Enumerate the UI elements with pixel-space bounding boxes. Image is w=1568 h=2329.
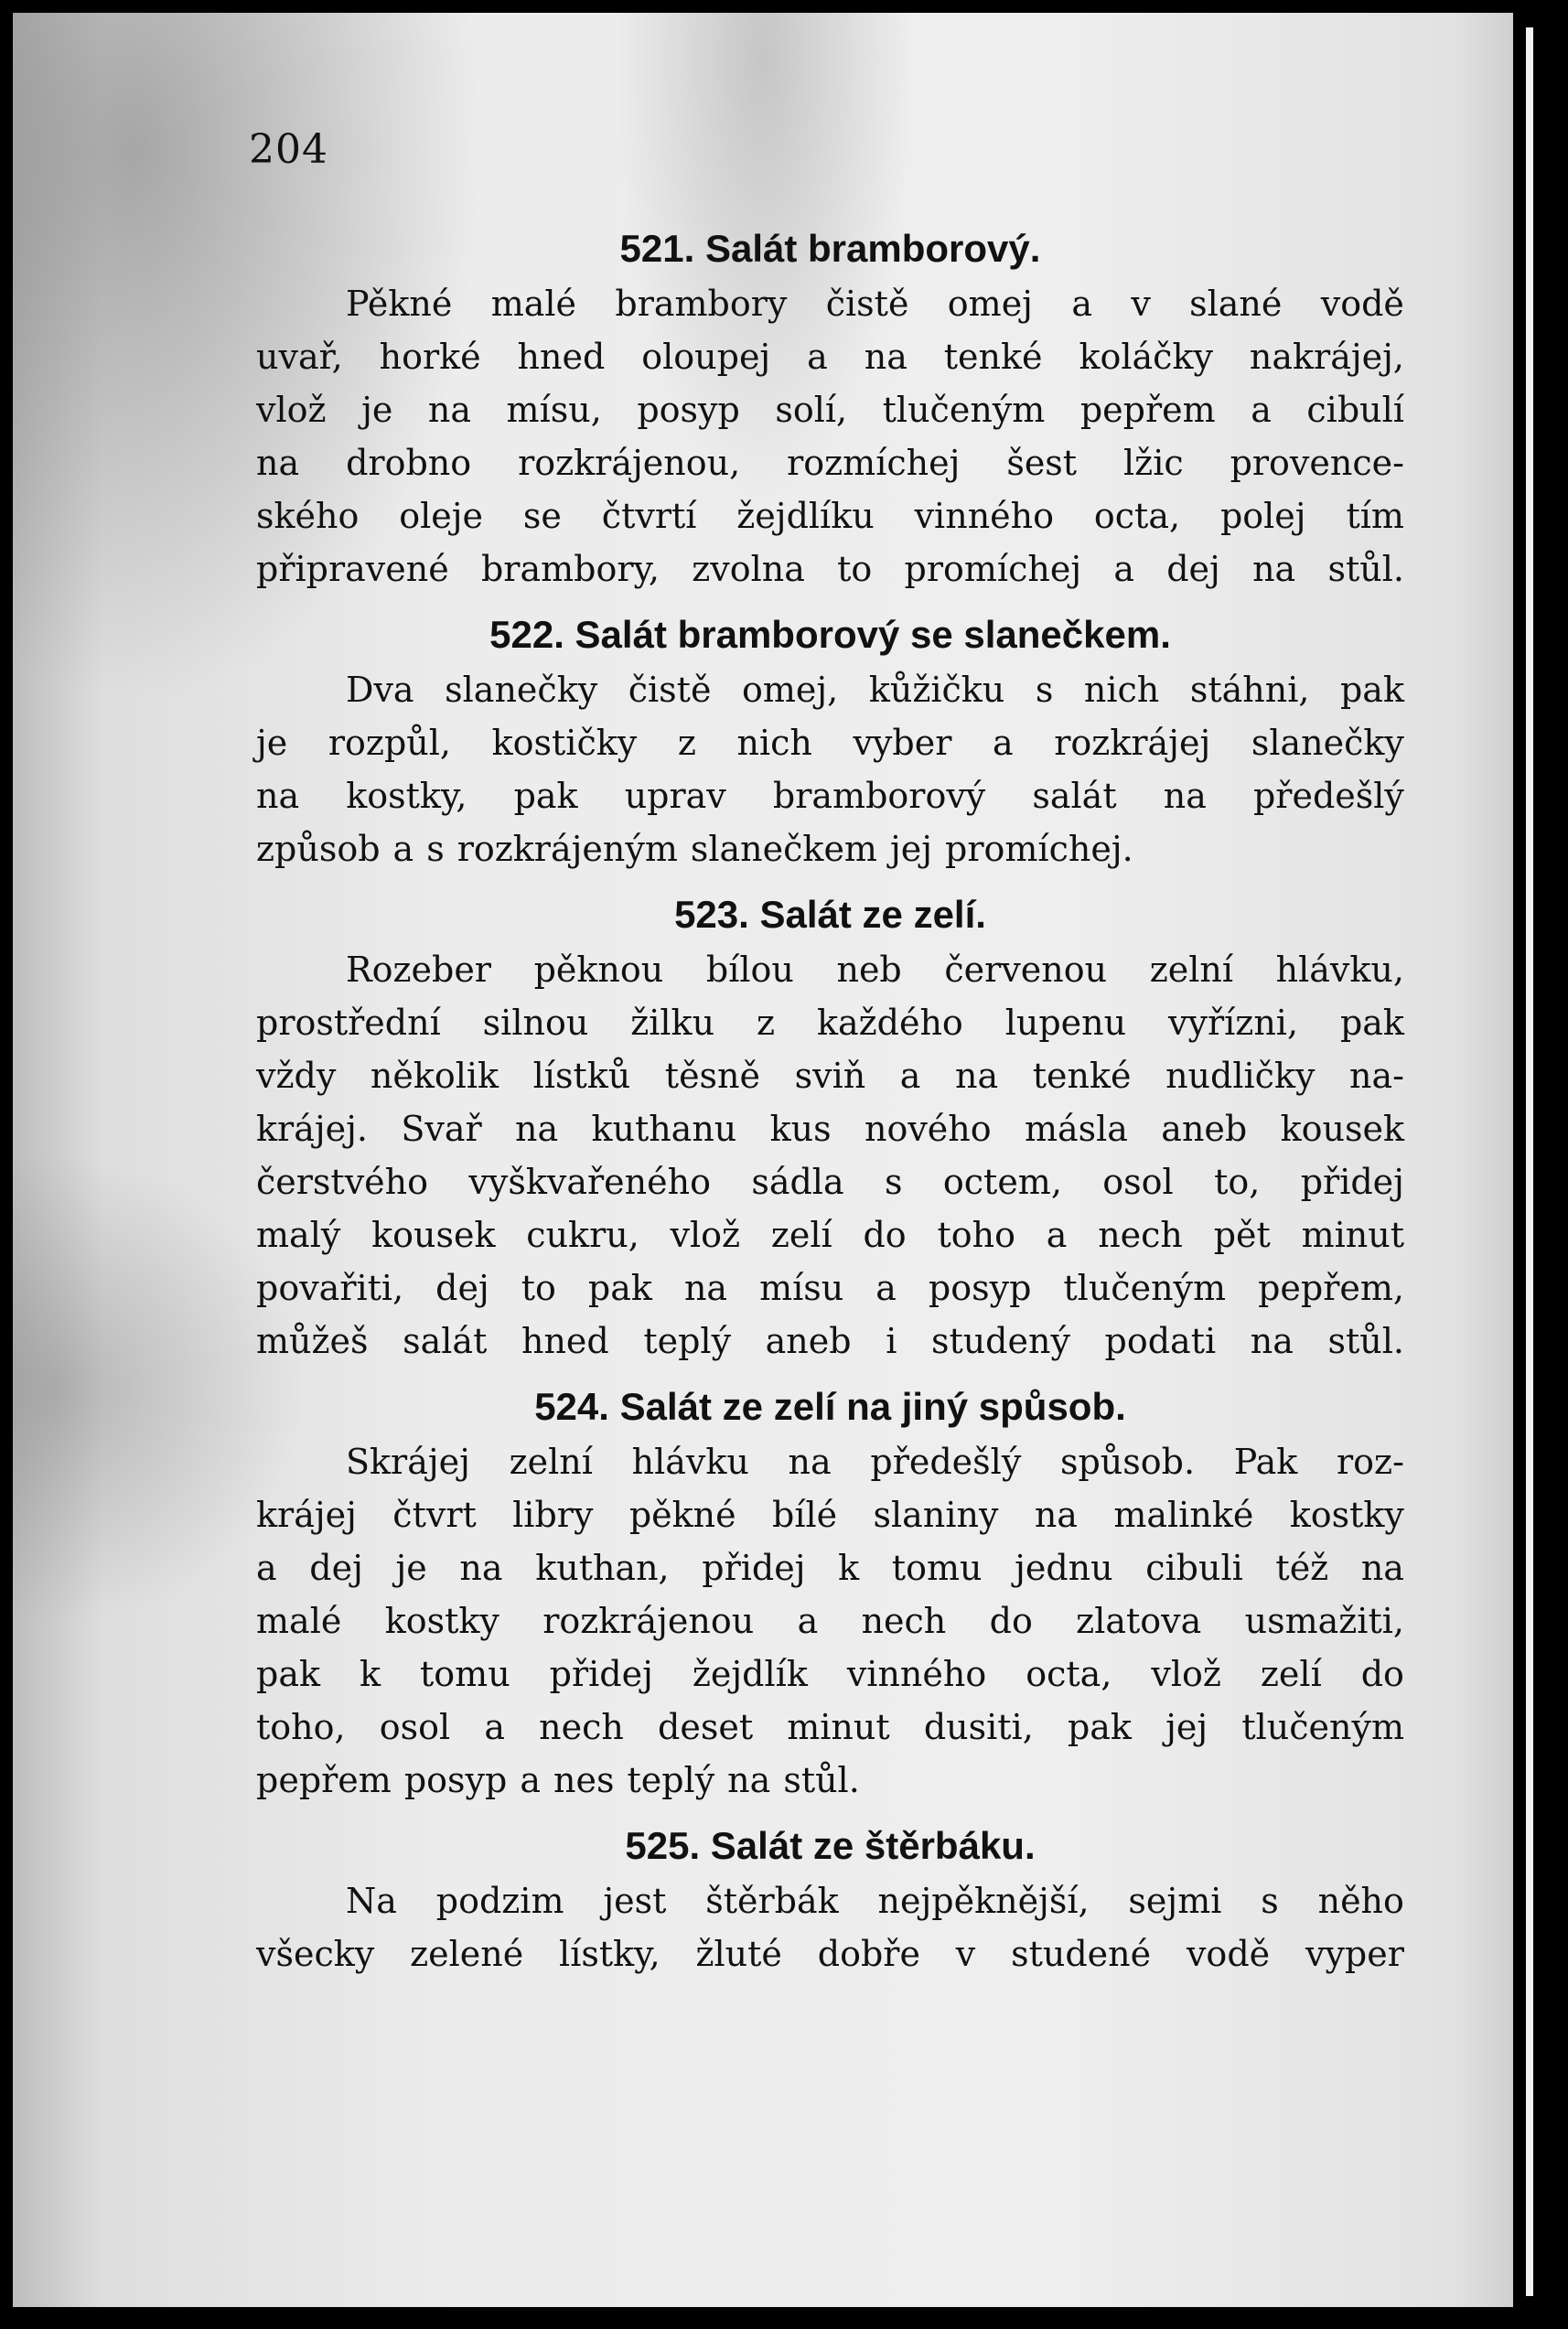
text-line <box>256 769 1404 822</box>
word: promíchej. <box>945 829 1133 869</box>
word: tenké <box>1032 1056 1132 1096</box>
word: omej <box>947 284 1033 324</box>
recipe-title: Salát bramborový. <box>704 227 1041 270</box>
word: octa, <box>1093 496 1181 536</box>
word: posyp <box>637 390 740 430</box>
word: slanečky <box>445 670 598 710</box>
text-line <box>256 1261 1404 1315</box>
recipe-text <box>256 277 1404 596</box>
word: nich <box>736 723 812 763</box>
word: osol <box>379 1707 451 1747</box>
word: přidej <box>702 1548 806 1588</box>
word: slané <box>1189 284 1283 324</box>
recipe-number: 521. <box>619 227 695 270</box>
recipe-number: 523. <box>674 893 749 936</box>
word: na <box>514 1109 559 1149</box>
word: z <box>677 723 696 763</box>
word: hlávku, <box>1275 950 1404 990</box>
word: a <box>875 1268 897 1308</box>
word: čtvrtí <box>601 496 697 536</box>
word: Pěkné <box>346 284 453 324</box>
word: a <box>520 1760 541 1800</box>
word: dej <box>1166 549 1220 589</box>
word: nich <box>1083 670 1160 710</box>
word: tlučeným <box>1063 1268 1227 1308</box>
text-line <box>256 1315 1404 1368</box>
word: salát <box>1032 776 1117 816</box>
word: na- <box>1349 1056 1404 1096</box>
word: rozkrájeným <box>456 829 678 869</box>
word: libry <box>512 1495 594 1535</box>
word: přidej <box>549 1654 653 1694</box>
word: drobno <box>346 443 472 483</box>
word: jej <box>1165 1707 1208 1747</box>
word: aneb <box>765 1321 852 1361</box>
word: tomu <box>891 1548 983 1588</box>
word: stáhni, <box>1189 670 1310 710</box>
word: rozmíchej <box>787 443 961 483</box>
word: na <box>1250 1321 1294 1361</box>
word: jej <box>889 829 933 869</box>
word: na <box>788 1442 832 1482</box>
word: Skrájej <box>346 1442 470 1482</box>
word: oleje <box>399 496 484 536</box>
word: tlučeným <box>882 390 1046 430</box>
word: krájej <box>256 1495 357 1535</box>
word: pak <box>1339 1003 1404 1043</box>
text-line <box>256 330 1404 383</box>
word: bílou <box>705 950 794 990</box>
recipe-title: Salát bramborový se slanečkem. <box>575 613 1171 656</box>
word: provence- <box>1230 443 1404 483</box>
recipe-525 <box>256 1821 1404 1980</box>
text-line <box>256 996 1404 1049</box>
word: pepřem, <box>1258 1268 1404 1308</box>
word: sviň <box>794 1056 866 1096</box>
word: dobře <box>817 1934 920 1974</box>
word: pak <box>1067 1707 1132 1747</box>
word: osol <box>1102 1162 1174 1202</box>
word: promíchej <box>904 549 1082 589</box>
recipe-number: 522. <box>489 613 564 656</box>
word: vlož <box>670 1215 741 1255</box>
word: jednu <box>1015 1548 1113 1588</box>
text-line <box>256 1754 1404 1807</box>
recipe-heading <box>256 890 1404 939</box>
word: solí, <box>775 390 848 430</box>
word: a <box>392 829 414 869</box>
word: Rozeber <box>346 950 491 990</box>
word: silnou <box>482 1003 589 1043</box>
recipe-heading <box>256 1382 1404 1432</box>
word: másla <box>1024 1109 1128 1149</box>
word: oloupej <box>641 337 771 377</box>
recipe-heading <box>256 224 1404 274</box>
word: je <box>395 1548 427 1588</box>
word: studený <box>930 1321 1070 1361</box>
word: do <box>1360 1654 1404 1694</box>
word: Pak <box>1233 1442 1298 1482</box>
word: posyp <box>403 1760 508 1800</box>
word: vinného <box>846 1654 987 1694</box>
word: žejdlík <box>692 1654 808 1694</box>
word: podzim <box>435 1881 564 1921</box>
word: hned <box>517 337 606 377</box>
page-edge <box>1526 27 1533 2296</box>
word: na <box>683 1268 728 1308</box>
word: kůžičku <box>868 670 1005 710</box>
word: horké <box>379 337 481 377</box>
word: pět <box>1213 1215 1271 1255</box>
word: žejdlíku <box>736 496 875 536</box>
word: štěrbák <box>705 1881 839 1921</box>
word: lístky, <box>559 1934 660 1974</box>
word: nes <box>553 1760 615 1800</box>
word: sádla <box>751 1162 844 1202</box>
text-line <box>256 436 1404 489</box>
word: slanečky <box>1251 723 1404 763</box>
recipe-text <box>256 1435 1404 1807</box>
word: kus <box>769 1109 832 1149</box>
word: a <box>484 1707 505 1747</box>
word: bramborový <box>772 776 986 816</box>
word: vinného <box>914 496 1055 536</box>
word: uprav <box>624 776 726 816</box>
word: vyškvařeného <box>468 1162 711 1202</box>
word: vodě <box>1320 284 1404 324</box>
word: s <box>1035 670 1054 710</box>
word: na <box>1163 776 1207 816</box>
recipe-523 <box>256 890 1404 1368</box>
word: zlatova <box>1076 1601 1202 1641</box>
word: kostky, <box>346 776 467 816</box>
word: to <box>837 549 873 589</box>
word: octa, <box>1026 1654 1112 1694</box>
word: a <box>1251 390 1272 430</box>
word: nakrájej, <box>1249 337 1404 377</box>
recipe-524 <box>256 1382 1404 1807</box>
word: těsně <box>664 1056 761 1096</box>
word: každého <box>816 1003 963 1043</box>
word: je <box>361 390 393 430</box>
word: do <box>989 1601 1033 1641</box>
recipe-heading <box>256 1821 1404 1871</box>
word: na <box>727 1760 771 1800</box>
word: tlučeným <box>1241 1707 1404 1747</box>
word: lístků <box>532 1056 631 1096</box>
word: na <box>427 390 472 430</box>
word: dej <box>435 1268 489 1308</box>
text-line <box>256 1208 1404 1261</box>
word: zvolna <box>692 549 805 589</box>
text-line <box>256 1541 1404 1594</box>
word: cibulí <box>1306 390 1404 430</box>
word: mísu <box>759 1268 844 1308</box>
word: několik <box>370 1056 499 1096</box>
word: kostičky <box>491 723 638 763</box>
word: vždy <box>256 1056 337 1096</box>
text-line <box>256 542 1404 596</box>
word: na <box>256 443 300 483</box>
word: teplý <box>627 1760 715 1800</box>
word: spůsob. <box>1059 1442 1196 1482</box>
word: hned <box>521 1321 609 1361</box>
word: toho <box>937 1215 1015 1255</box>
word: v <box>955 1934 976 1974</box>
word: teplý <box>643 1321 732 1361</box>
word: dusiti, <box>923 1707 1034 1747</box>
word: nech <box>1098 1215 1183 1255</box>
word: to <box>521 1268 556 1308</box>
word: tenké <box>943 337 1043 377</box>
word: zelní <box>509 1442 593 1482</box>
word: deset <box>658 1707 754 1747</box>
word: tomu <box>420 1654 510 1694</box>
recipe-heading <box>256 610 1404 660</box>
word: sejmi <box>1128 1881 1222 1921</box>
word: stůl. <box>783 1760 860 1800</box>
word: a <box>1071 284 1092 324</box>
text-line <box>256 1435 1404 1488</box>
word: aneb <box>1161 1109 1248 1149</box>
word: pak <box>1339 670 1404 710</box>
word: cukru, <box>526 1215 639 1255</box>
recipe-number: 524. <box>534 1385 609 1428</box>
word: na <box>256 776 300 816</box>
word: lžic <box>1123 443 1184 483</box>
text-line <box>256 489 1404 542</box>
word: na <box>459 1548 503 1588</box>
word: jest <box>603 1881 667 1921</box>
word: a <box>1046 1215 1068 1255</box>
word: Na <box>346 1881 397 1921</box>
word: pepřem <box>1079 390 1216 430</box>
page-content <box>256 224 1404 1995</box>
recipe-title: Salát ze zelí. <box>759 893 986 936</box>
word: pak <box>587 1268 652 1308</box>
word: rozkrájenou, <box>518 443 741 483</box>
word: pěkné <box>628 1495 736 1535</box>
word: zelené <box>410 1934 524 1974</box>
word: Svař <box>401 1109 482 1149</box>
word: zelní <box>1149 950 1233 990</box>
word: rozpůl, <box>328 723 451 763</box>
recipe-text <box>256 1874 1404 1980</box>
word: krájej. <box>256 1109 368 1149</box>
text-line <box>256 1155 1404 1208</box>
recipe-title: Salát ze štěrbáku. <box>710 1824 1036 1867</box>
word: malé <box>256 1601 342 1641</box>
word: neb <box>836 950 902 990</box>
text-line <box>256 1701 1404 1754</box>
word: též <box>1275 1548 1329 1588</box>
word: vyper <box>1305 1934 1404 1974</box>
word: pěknou <box>533 950 664 990</box>
text-line <box>256 1927 1404 1980</box>
recipe-title: Salát ze zelí na jiný spůsob. <box>619 1385 1126 1428</box>
word: polej <box>1219 496 1306 536</box>
word: usmažiti, <box>1244 1601 1404 1641</box>
recipe-number: 525. <box>625 1824 701 1867</box>
word: kostky <box>384 1601 499 1641</box>
word: na <box>1252 549 1296 589</box>
word: octem, <box>942 1162 1062 1202</box>
word: malý <box>256 1215 341 1255</box>
text-line <box>256 383 1404 436</box>
word: předešlý <box>1252 776 1404 816</box>
word: hlávku <box>631 1442 749 1482</box>
word: slaniny <box>873 1495 999 1535</box>
word: i <box>886 1321 897 1361</box>
word: uvař, <box>256 337 343 377</box>
word: na <box>1034 1495 1078 1535</box>
word: koláčky <box>1079 337 1213 377</box>
word: studené <box>1011 1934 1152 1974</box>
word: salát <box>403 1321 488 1361</box>
word: čerstvého <box>256 1162 429 1202</box>
word: čistě <box>825 284 909 324</box>
text-line <box>256 1594 1404 1647</box>
word: čtvrt <box>392 1495 477 1535</box>
word: nech <box>861 1601 947 1641</box>
word: s <box>426 829 445 869</box>
word: omej, <box>742 670 839 710</box>
word: vyřízni, <box>1168 1003 1299 1043</box>
word: všecky <box>256 1934 375 1974</box>
word: kostky <box>1289 1495 1404 1535</box>
word: a <box>899 1056 921 1096</box>
text-line <box>256 1049 1404 1102</box>
word: rozkrájenou <box>542 1601 755 1641</box>
word: je <box>256 723 288 763</box>
word: kuthan, <box>535 1548 670 1588</box>
word: do <box>863 1215 907 1255</box>
word: přidej <box>1300 1162 1404 1202</box>
word: stůl. <box>1327 549 1404 589</box>
word: kousek <box>371 1215 496 1255</box>
word: s <box>1261 1881 1279 1921</box>
word: malinké <box>1113 1495 1254 1535</box>
word: na <box>864 337 908 377</box>
text-line <box>256 1647 1404 1701</box>
word: nejpěknější, <box>877 1881 1090 1921</box>
recipe-521 <box>256 224 1404 596</box>
word: vodě <box>1186 1934 1271 1974</box>
word: a <box>797 1601 819 1641</box>
word: z <box>756 1003 776 1043</box>
word: a <box>993 723 1014 763</box>
page-number: 204 <box>249 126 328 173</box>
word: kousek <box>1280 1109 1404 1149</box>
recipe-522 <box>256 610 1404 875</box>
word: a <box>1113 549 1134 589</box>
word: k <box>838 1548 860 1588</box>
word: dej <box>309 1548 363 1588</box>
word: šest <box>1006 443 1078 483</box>
word: tím <box>1346 496 1404 536</box>
text-line <box>256 277 1404 330</box>
word: podati <box>1104 1321 1217 1361</box>
word: a <box>256 1548 277 1588</box>
word: minut <box>787 1707 890 1747</box>
word: a <box>807 337 828 377</box>
word: toho, <box>256 1707 346 1747</box>
word: k <box>360 1654 381 1694</box>
word: se <box>522 496 562 536</box>
word: na <box>1360 1548 1404 1588</box>
word: můžeš <box>256 1321 369 1361</box>
word: minut <box>1301 1215 1404 1255</box>
word: zelí <box>1260 1654 1322 1694</box>
word: slanečkem <box>690 829 877 869</box>
word: předešlý <box>870 1442 1022 1482</box>
word: povařiti, <box>256 1268 404 1308</box>
word: roz- <box>1337 1442 1404 1482</box>
word: nudličky <box>1165 1056 1316 1096</box>
recipe-text <box>256 663 1404 875</box>
word: na <box>955 1056 999 1096</box>
word: vlož <box>256 390 327 430</box>
word: žluté <box>695 1934 782 1974</box>
text-line <box>256 1874 1404 1927</box>
word: pepřem <box>256 1760 392 1800</box>
text-line <box>256 1102 1404 1155</box>
word: zelí <box>770 1215 832 1255</box>
text-line <box>256 663 1404 716</box>
word: nech <box>539 1707 624 1747</box>
word: nového <box>864 1109 992 1149</box>
word: lupenu <box>1004 1003 1127 1043</box>
word: v <box>1131 284 1151 324</box>
word: vyber <box>853 723 952 763</box>
word: žilku <box>630 1003 715 1043</box>
word: kuthanu <box>591 1109 737 1149</box>
word: cibuli <box>1145 1548 1243 1588</box>
word: to, <box>1214 1162 1261 1202</box>
word: Dva <box>346 670 414 710</box>
word: červenou <box>944 950 1108 990</box>
word: malé <box>490 284 577 324</box>
word: bílé <box>772 1495 838 1535</box>
word: stůl. <box>1327 1321 1404 1361</box>
text-line <box>256 943 1404 996</box>
word: ského <box>256 496 360 536</box>
word: brambory <box>615 284 788 324</box>
recipe-text <box>256 943 1404 1368</box>
word: rozkrájej <box>1054 723 1211 763</box>
word: pak <box>256 1654 321 1694</box>
word: čistě <box>628 670 712 710</box>
text-line <box>256 822 1404 875</box>
word: způsob <box>256 829 381 869</box>
text-line <box>256 716 1404 769</box>
word: s <box>885 1162 903 1202</box>
word: vlož <box>1151 1654 1221 1694</box>
text-line <box>256 1488 1404 1541</box>
word: připravené <box>256 549 449 589</box>
word: brambory, <box>480 549 660 589</box>
word: posyp <box>928 1268 1032 1308</box>
word: prostřední <box>256 1003 441 1043</box>
word: něho <box>1317 1881 1404 1921</box>
word: mísu, <box>506 390 602 430</box>
word: pak <box>513 776 578 816</box>
